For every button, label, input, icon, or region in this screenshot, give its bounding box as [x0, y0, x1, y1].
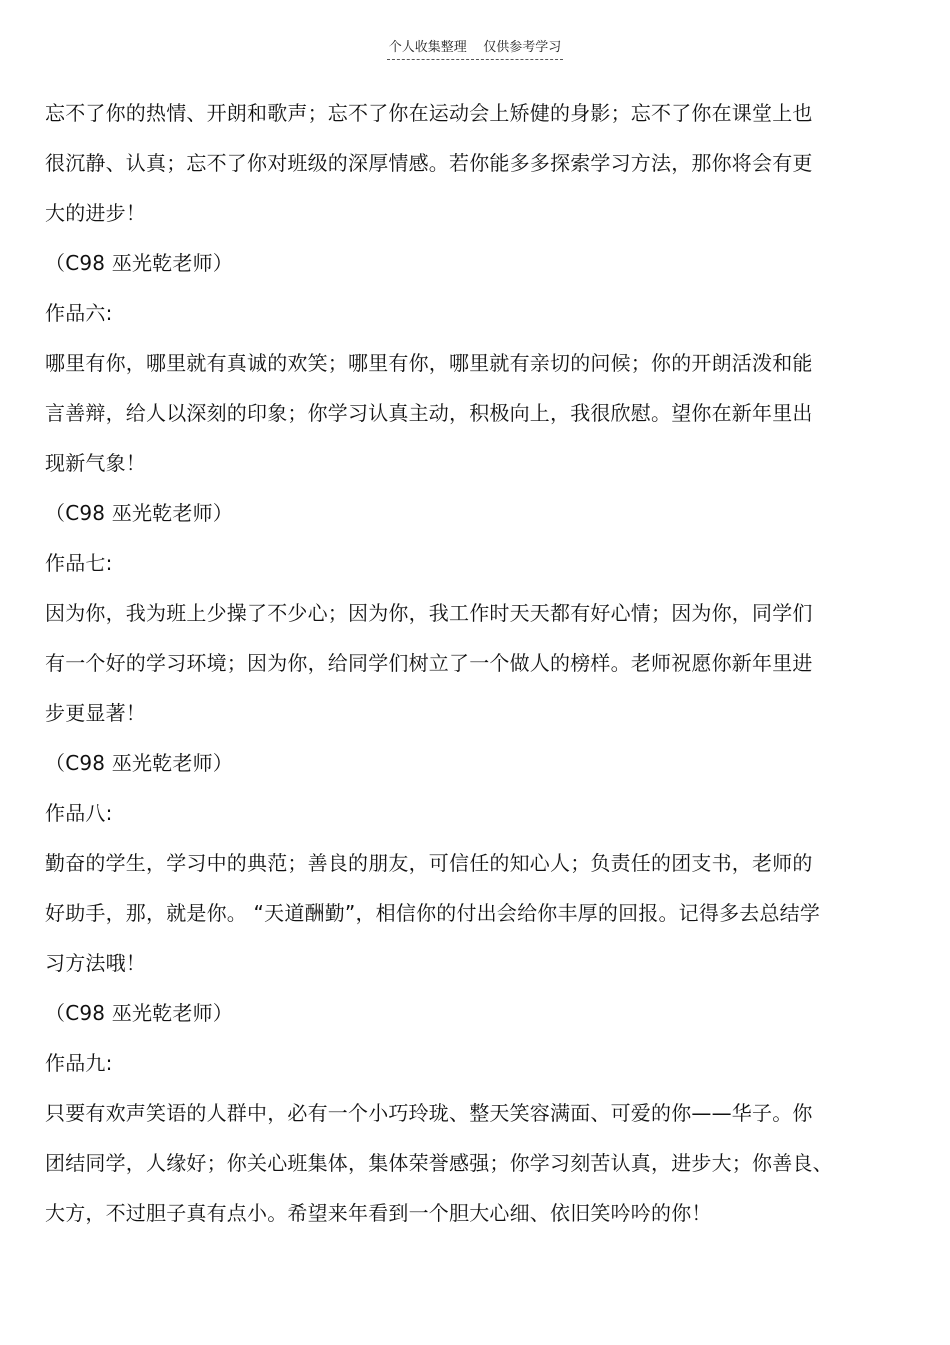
text-line: 习方法哦！: [45, 951, 146, 975]
section-heading: 作品九:: [45, 1051, 113, 1075]
text-line: 步更显著！: [45, 701, 146, 725]
signature-line: （C98 巫光乾老师）: [45, 751, 233, 775]
text-line: 有一个好的学习环境；因为你，给同学们树立了一个做人的榜样。老师祝愿你新年里进: [45, 651, 813, 675]
text-line: 大方，不过胆子真有点小。希望来年看到一个胆大心细、依旧笑吟吟的你！: [45, 1201, 712, 1225]
text-line: 哪里有你，哪里就有真诚的欢笑；哪里有你，哪里就有亲切的问候；你的开朗活泼和能: [45, 351, 813, 375]
document-body: [45, 88, 875, 1238]
header-text: 个人收集整理 仅供参考学习: [387, 38, 564, 60]
signature-line: （C98 巫光乾老师）: [45, 501, 233, 525]
signature-line: （C98 巫光乾老师）: [45, 1001, 233, 1025]
signature-line: （C98 巫光乾老师）: [45, 251, 233, 275]
text-line: 很沉静、认真；忘不了你对班级的深厚情感。若你能多多探索学习方法，那你将会有更: [45, 151, 813, 175]
section-heading: 作品六:: [45, 301, 113, 325]
text-line: 勤奋的学生，学习中的典范；善良的朋友，可信任的知心人；负责任的团支书，老师的: [45, 851, 813, 875]
section-heading: 作品七:: [45, 551, 113, 575]
text-line: 忘不了你的热情、开朗和歌声；忘不了你在运动会上矫健的身影；忘不了你在课堂上也: [45, 101, 813, 125]
page-header: [0, 38, 950, 60]
section-heading: 作品八:: [45, 801, 113, 825]
text-line: 大的进步！: [45, 201, 146, 225]
text-line: 言善辩，给人以深刻的印象；你学习认真主动，积极向上，我很欣慰。望你在新年里出: [45, 401, 813, 425]
text-line: 好助手，那，就是你。 “天道酬勤”，相信你的付出会给你丰厚的回报。记得多去总结学: [45, 901, 821, 925]
text-line: 只要有欢声笑语的人群中，必有一个小巧玲珑、整天笑容满面、可爱的你——华子。你: [45, 1101, 813, 1125]
text-line: 团结同学，人缘好；你关心班集体，集体荣誉感强；你学习刻苦认真，进步大；你善良、: [45, 1151, 833, 1175]
text-line: 因为你，我为班上少操了不少心；因为你，我工作时天天都有好心情；因为你，同学们: [45, 601, 813, 625]
text-line: 现新气象！: [45, 451, 146, 475]
